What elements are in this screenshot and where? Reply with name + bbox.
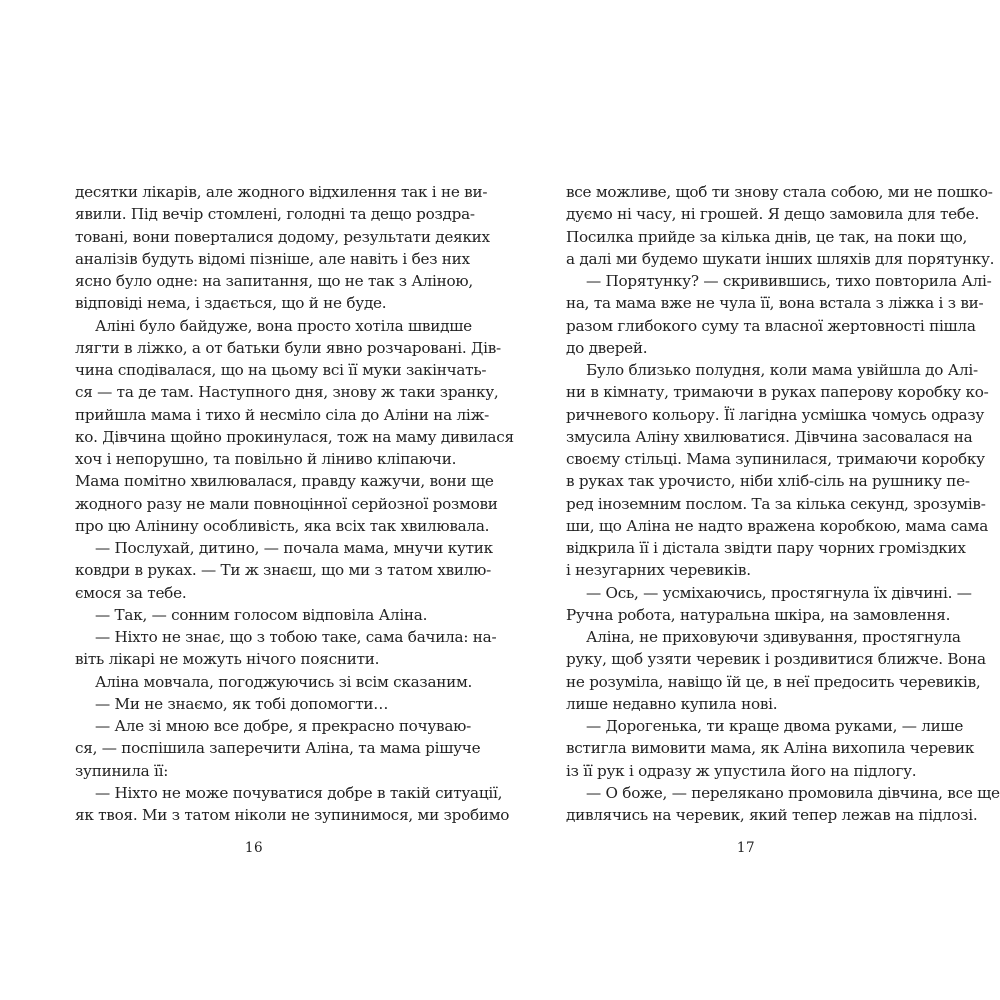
- text-line: лягти в ліжко, а от батьки були явно розчаровані. Дів-: [75, 338, 501, 357]
- text-line: — Порятунку? — скривившись, тихо повторила Алі-: [586, 272, 992, 290]
- text-line: ни в кімнату, тримаючи в руках паперову коробку ко-: [566, 383, 989, 402]
- text-line: товані, вони поверталися додому, результати деяких: [75, 227, 490, 246]
- left-page-text: [75, 181, 514, 826]
- text-line: віть лікарі не можуть нічого пояснити.: [75, 650, 380, 669]
- text-line: в руках так урочисто, ніби хліб-сіль на рушнику пе-: [566, 472, 970, 491]
- text-line: Аліні було байдуже, вона просто хотіла швидше: [95, 316, 472, 335]
- text-line: і незугарних черевиків.: [566, 561, 751, 580]
- text-line: руку, щоб узяти черевик і роздивитися ближче. Вона: [566, 650, 986, 669]
- text-line: хоч і непорушно, та повільно й ліниво кліпаючи.: [75, 450, 457, 468]
- text-line: ред іноземним послом. Та за кілька секунд, зрозумів-: [566, 494, 986, 513]
- text-line: змусила Аліну хвилюватися. Дівчина засовалася на: [566, 427, 973, 446]
- text-line: Аліна, не приховуючи здивування, простягнула: [586, 628, 961, 646]
- text-line: зупинила її:: [75, 761, 169, 780]
- text-line: на, та мама вже не чула її, вона встала з ліжка і з ви-: [566, 294, 984, 313]
- text-line: до дверей.: [566, 338, 648, 357]
- text-line: — Послухай, дитино, — почала мама, мнучи кутик: [95, 539, 493, 557]
- text-line: встигла вимовити мама, як Аліна вихопила черевик: [566, 739, 975, 758]
- text-line: ясно було одне: на запитання, що не так з Аліною,: [75, 272, 473, 290]
- text-line: — Так, — сонним голосом відповіла Аліна.: [95, 605, 428, 624]
- text-line: ємося за тебе.: [75, 583, 187, 602]
- text-line: — Але зі мною все добре, я прекрасно почуваю-: [95, 717, 472, 735]
- right-page-text: [566, 181, 1000, 826]
- text-line: — Ми не знаємо, як тобі допомогти…: [95, 694, 389, 713]
- text-line: ши, що Аліна не надто вражена коробкою, мама сама: [566, 516, 989, 535]
- text-line: Аліна мовчала, погоджуючись зі всім сказаним.: [95, 672, 473, 691]
- text-line: — Ось, — усміхаючись, простягнула їх дівчині. —: [586, 583, 972, 602]
- text-line: своєму стільці. Мама зупинилася, тримаючи коробку: [566, 450, 985, 468]
- text-line: — Ніхто не може почуватися добре в такій ситуації,: [95, 783, 503, 802]
- text-line: ко. Дівчина щойно прокинулася, тож на маму дивилася: [75, 427, 514, 446]
- text-line: відповіді нема, і здається, що й не буде.: [75, 294, 387, 313]
- text-line: дуємо ні часу, ні грошей. Я дещо замовила для тебе.: [566, 205, 980, 224]
- text-line: ричневого кольору. Її лагідна усмішка чомусь одразу: [566, 405, 985, 424]
- text-line: про цю Алінину особливість, яка всіх так хвилювала.: [75, 516, 490, 535]
- text-line: ковдри в руках. — Ти ж знаєш, що ми з татом хвилю-: [75, 561, 491, 580]
- text-line: десятки лікарів, але жодного відхилення так і не ви-: [75, 183, 488, 201]
- text-line: жодного разу не мали повноцінної серйозної розмови: [75, 494, 498, 513]
- text-line: відкрила її і дістала звідти пару чорних громіздких: [566, 539, 966, 557]
- text-line: — Ніхто не знає, що з тобою таке, сама бачила: на-: [95, 628, 497, 646]
- text-line: Ручна робота, натуральна шкіра, на замовлення.: [566, 605, 951, 624]
- right-page-number: 17: [736, 840, 756, 856]
- text-line: все можливе, щоб ти знову стала собою, ми не пошко-: [566, 183, 993, 201]
- text-line: — Дорогенька, ти краще двома руками, — лише: [586, 717, 964, 735]
- text-line: як твоя. Ми з татом ніколи не зупинимося, ми зробимо: [75, 806, 510, 824]
- text-line: — О боже, — перелякано промовила дівчина, все ще: [586, 783, 1000, 802]
- text-line: чина сподівалася, що на цьому всі її муки закінчать-: [75, 361, 487, 379]
- text-line: дивлячись на черевик, який тепер лежав на підлозі.: [566, 806, 978, 824]
- text-line: із її рук і одразу ж упустила його на підлогу.: [566, 761, 917, 780]
- text-line: Посилка прийде за кілька днів, це так, на поки що,: [566, 227, 968, 246]
- text-line: явили. Під вечір стомлені, голодні та дещо роздра-: [75, 205, 475, 224]
- text-line: разом глибокого суму та власної жертовності пішла: [566, 316, 976, 335]
- text-line: лише недавно купила нові.: [566, 694, 778, 713]
- text-line: Мама помітно хвилювалася, правду кажучи, вони ще: [75, 472, 494, 491]
- text-line: ся, — поспішила заперечити Аліна, та мама рішуче: [75, 739, 481, 758]
- text-line: не розуміла, навіщо їй це, в неї предосить черевиків,: [566, 672, 981, 691]
- text-line: Було близько полудня, коли мама увійшла до Алі-: [586, 361, 978, 379]
- left-page-number: 16: [244, 840, 264, 856]
- text-line: а далі ми будемо шукати інших шляхів для порятунку.: [566, 249, 995, 268]
- text-line: ся — та де там. Наступного дня, знову ж таки зранку,: [75, 383, 499, 402]
- text-line: прийшла мама і тихо й несміло сіла до Аліни на ліж-: [75, 405, 490, 424]
- text-line: аналізів будуть відомі пізніше, але навіть і без них: [75, 249, 470, 268]
